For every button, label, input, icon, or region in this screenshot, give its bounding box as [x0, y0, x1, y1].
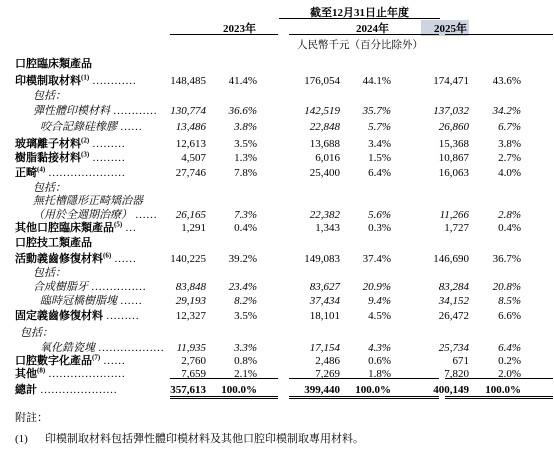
- footnote-ref: (1): [81, 73, 90, 82]
- cell-value: 12,613: [175, 138, 206, 150]
- footnote-ref: (4): [37, 165, 46, 174]
- cell-value: 3.3%: [234, 342, 257, 354]
- cell-value: 83,284: [438, 281, 469, 293]
- cell-value: 18,101: [309, 310, 340, 322]
- cell-value: 26,165: [175, 209, 206, 221]
- table-row: [0, 280, 554, 295]
- table-row: [0, 57, 554, 72]
- table-row: [0, 309, 554, 324]
- row-label-text: 口腔技工類產品: [15, 237, 92, 249]
- leader-dots: ……: [135, 209, 157, 221]
- cell-value: 100.0%: [485, 384, 521, 396]
- cell-value: 176,054: [304, 75, 340, 87]
- row-label-text: 包括：: [33, 267, 66, 279]
- cell-value: 6.4%: [498, 342, 521, 354]
- cell-value: 7,269: [315, 368, 340, 380]
- note-item: [15, 430, 364, 446]
- cell-value: 17,154: [309, 342, 340, 354]
- row-label-text: 口腔臨床類產品: [15, 58, 92, 70]
- cell-value: 0.6%: [368, 355, 391, 367]
- table-row: [0, 221, 554, 236]
- cell-value: 0.4%: [234, 222, 257, 234]
- cell-value: 25,734: [438, 342, 469, 354]
- row-label-text: 正畸: [15, 167, 37, 179]
- cell-value: 36.6%: [228, 105, 257, 117]
- row-label: [33, 266, 66, 281]
- row-label-text: 包括：: [33, 182, 66, 194]
- cell-value: 1.8%: [368, 368, 391, 380]
- footnote-ref: (8): [37, 366, 46, 375]
- cell-value: 2.1%: [234, 368, 257, 380]
- row-label: [15, 236, 92, 251]
- cell-value: 26,472: [438, 310, 469, 322]
- cell-value: 2.7%: [498, 152, 521, 164]
- row-label-text: 固定義齒修復材料: [15, 310, 103, 322]
- cell-value: 20.9%: [362, 281, 391, 293]
- leader-dots: ……: [120, 121, 142, 133]
- leader-dots: …: [125, 222, 137, 234]
- cell-value: 35.7%: [362, 105, 391, 117]
- row-label-text: 包括：: [33, 90, 66, 102]
- table-row: [0, 326, 554, 341]
- row-label: [15, 57, 92, 72]
- total-top-rule-2: [289, 378, 439, 379]
- cell-value: 1,343: [315, 222, 340, 234]
- leader-dots: ……: [114, 253, 137, 265]
- footnote-ref: (7): [92, 353, 101, 362]
- cell-value: 7.3%: [234, 209, 257, 221]
- row-label-text: 咬合記錄硅橡膠: [40, 121, 117, 133]
- row-label-text: 玻璃離子材料: [15, 138, 81, 150]
- row-label: [33, 194, 143, 209]
- cell-value: 13,486: [175, 121, 206, 133]
- row-label-text: 無托槽隱形正畸矯治器: [33, 195, 143, 207]
- row-label: [20, 326, 53, 341]
- cell-value: 5.7%: [368, 121, 391, 133]
- cell-value: 83,848: [175, 281, 206, 293]
- leader-dots: ……: [120, 295, 142, 307]
- cell-value: 100.0%: [355, 384, 391, 396]
- cell-value: 174,471: [433, 75, 469, 87]
- cell-value: 37,434: [309, 295, 340, 307]
- cell-value: 23.4%: [228, 281, 257, 293]
- cell-value: 137,032: [433, 105, 469, 117]
- cell-value: 8.2%: [234, 295, 257, 307]
- leader-dots: ………: [106, 310, 139, 322]
- row-label-text: 口腔數字化產品: [15, 355, 92, 367]
- leader-dots: …………: [92, 75, 137, 87]
- cell-value: 34,152: [438, 295, 469, 307]
- leader-dots: ………: [92, 152, 126, 164]
- footnote-ref: (6): [103, 251, 112, 260]
- year-2023-header: 2023年: [223, 23, 256, 35]
- cell-value: 400,149: [433, 384, 469, 396]
- cell-value: 6.4%: [368, 167, 391, 179]
- cell-value: 1,291: [181, 222, 206, 234]
- row-label: [33, 89, 66, 104]
- total-bottom-rule-3: [445, 396, 553, 399]
- cell-value: 357,613: [170, 384, 206, 396]
- leader-dots: ……………: [91, 281, 146, 293]
- table-row: [0, 367, 554, 382]
- year-rule-2024: [289, 34, 439, 35]
- row-label: [15, 252, 136, 267]
- cell-value: 36.7%: [492, 253, 521, 265]
- row-label-text: 活動義齒修復材料: [15, 253, 103, 265]
- cell-value: 1.5%: [368, 152, 391, 164]
- cell-value: 43.6%: [492, 75, 521, 87]
- year-2024-header: 2024年: [356, 23, 389, 35]
- table-row: [0, 151, 554, 166]
- row-label-text: 彈性體印模材料: [33, 105, 110, 117]
- cell-value: 100.0%: [221, 384, 257, 396]
- row-label-text: 其他口腔臨床類產品: [15, 222, 114, 234]
- row-label: [15, 74, 136, 89]
- cell-value: 1,727: [444, 222, 469, 234]
- table-row: [0, 74, 554, 89]
- cell-value: 0.4%: [498, 222, 521, 234]
- cell-value: 6,016: [315, 152, 340, 164]
- leader-dots: …………………: [40, 384, 117, 396]
- row-label-text: 樹脂黏接材料: [15, 152, 81, 164]
- total-top-rule-1: [170, 378, 278, 379]
- cell-value: 44.1%: [362, 75, 391, 87]
- cell-value: 9.4%: [368, 295, 391, 307]
- unit-label: 人民幣千元（百分比除外）: [297, 40, 423, 51]
- table-row: [0, 194, 554, 209]
- row-label: [15, 367, 125, 382]
- row-label-text: 總計: [15, 384, 37, 396]
- cell-value: 7,820: [444, 368, 469, 380]
- note-text: 印模制取材料包括彈性體印模材料及其他口腔印模制取專用材料。: [45, 433, 364, 445]
- cell-value: 13,688: [309, 138, 340, 150]
- row-label-text: 其他: [15, 368, 37, 380]
- cell-value: 4.5%: [368, 310, 391, 322]
- cell-value: 27,746: [175, 167, 206, 179]
- row-label: [40, 120, 142, 135]
- leader-dots: …………………: [48, 368, 126, 380]
- cell-value: 39.2%: [228, 253, 257, 265]
- cell-value: 7.8%: [234, 167, 257, 179]
- row-label: [15, 309, 139, 324]
- cell-value: 22,382: [309, 209, 340, 221]
- cell-value: 6.7%: [498, 121, 521, 133]
- footnote-ref: (3): [81, 150, 90, 159]
- leader-dots: ………: [92, 138, 126, 150]
- cell-value: 148,485: [170, 75, 206, 87]
- table-row: [0, 166, 554, 181]
- cell-value: 2.8%: [498, 209, 521, 221]
- footnote-ref: (2): [81, 136, 90, 145]
- year-rule-2025: [445, 34, 553, 35]
- note-number: (1): [15, 433, 28, 445]
- header-rule: [279, 18, 440, 19]
- row-label: [40, 294, 142, 309]
- cell-value: 12,327: [175, 310, 206, 322]
- row-label: [15, 383, 117, 398]
- table-row: [0, 104, 554, 119]
- cell-value: 3.8%: [498, 138, 521, 150]
- table-row: [0, 266, 554, 281]
- cell-value: 29,193: [175, 295, 206, 307]
- row-label-text: 合成樹脂牙: [33, 281, 88, 293]
- cell-value: 37.4%: [362, 253, 391, 265]
- cell-value: 20.8%: [492, 281, 521, 293]
- row-label: [15, 151, 125, 166]
- cell-value: 149,083: [304, 253, 340, 265]
- cell-value: 399,440: [304, 384, 340, 396]
- leader-dots: …………: [113, 105, 157, 117]
- cell-value: 11,266: [439, 209, 469, 221]
- cell-value: 11,935: [176, 342, 206, 354]
- cell-value: 4,507: [181, 152, 206, 164]
- row-label: [15, 166, 125, 181]
- cell-value: 0.8%: [234, 355, 257, 367]
- cell-value: 3.5%: [234, 310, 257, 322]
- cell-value: 8.5%: [498, 295, 521, 307]
- cell-value: 140,225: [170, 253, 206, 265]
- table-row: [0, 252, 554, 267]
- cell-value: 6.6%: [498, 310, 521, 322]
- leader-dots: ………………: [98, 342, 164, 354]
- cell-value: 10,867: [438, 152, 469, 164]
- cell-value: 3.5%: [234, 138, 257, 150]
- leader-dots: …………………: [48, 167, 126, 179]
- cell-value: 22,848: [309, 121, 340, 133]
- cell-value: 142,519: [304, 105, 340, 117]
- cell-value: 26,860: [438, 121, 469, 133]
- cell-value: 2,760: [181, 355, 206, 367]
- cell-value: 671: [452, 355, 469, 367]
- row-label-text: 包括：: [20, 327, 53, 339]
- cell-value: 7,659: [181, 368, 206, 380]
- cell-value: 83,627: [309, 281, 340, 293]
- cell-value: 4.3%: [368, 342, 391, 354]
- cell-value: 16,063: [438, 167, 469, 179]
- total-bottom-rule-2: [289, 396, 439, 399]
- cell-value: 0.2%: [498, 355, 521, 367]
- row-label: [15, 221, 136, 236]
- cell-value: 15,368: [438, 138, 469, 150]
- notes-title: 附註：: [15, 412, 48, 424]
- cell-value: 130,774: [170, 105, 206, 117]
- period-header: 截至12月31日止年度: [310, 7, 409, 19]
- total-bottom-rule-1: [170, 396, 278, 399]
- cell-value: 5.6%: [368, 209, 391, 221]
- cell-value: 1.3%: [234, 152, 257, 164]
- table-row: [0, 294, 554, 309]
- row-label-text: 氧化鋯瓷塊: [40, 342, 95, 354]
- row-label-text: 臨時冠橋樹脂塊: [40, 295, 117, 307]
- table-row: [0, 236, 554, 251]
- table-row: [0, 120, 554, 135]
- cell-value: 34.2%: [492, 105, 521, 117]
- cell-value: 0.3%: [368, 222, 391, 234]
- year-rule-2023: [170, 34, 278, 35]
- cell-value: 2.0%: [498, 368, 521, 380]
- cell-value: 3.8%: [234, 121, 257, 133]
- footnote-ref: (5): [114, 220, 123, 229]
- cell-value: 3.4%: [368, 138, 391, 150]
- cell-value: 41.4%: [228, 75, 257, 87]
- cell-value: 146,690: [433, 253, 469, 265]
- row-label: [15, 137, 125, 152]
- row-label-text: （用於全週期治療）: [33, 209, 132, 221]
- row-label-text: 印模制取材料: [15, 75, 81, 87]
- total-top-rule-3: [445, 378, 553, 379]
- leader-dots: ……: [103, 355, 126, 367]
- year-2025-header: 2025年: [421, 20, 469, 36]
- cell-value: 25,400: [309, 167, 340, 179]
- row-label: [33, 280, 146, 295]
- table-row: [0, 89, 554, 104]
- cell-value: 2,486: [315, 355, 340, 367]
- cell-value: 4.0%: [498, 167, 521, 179]
